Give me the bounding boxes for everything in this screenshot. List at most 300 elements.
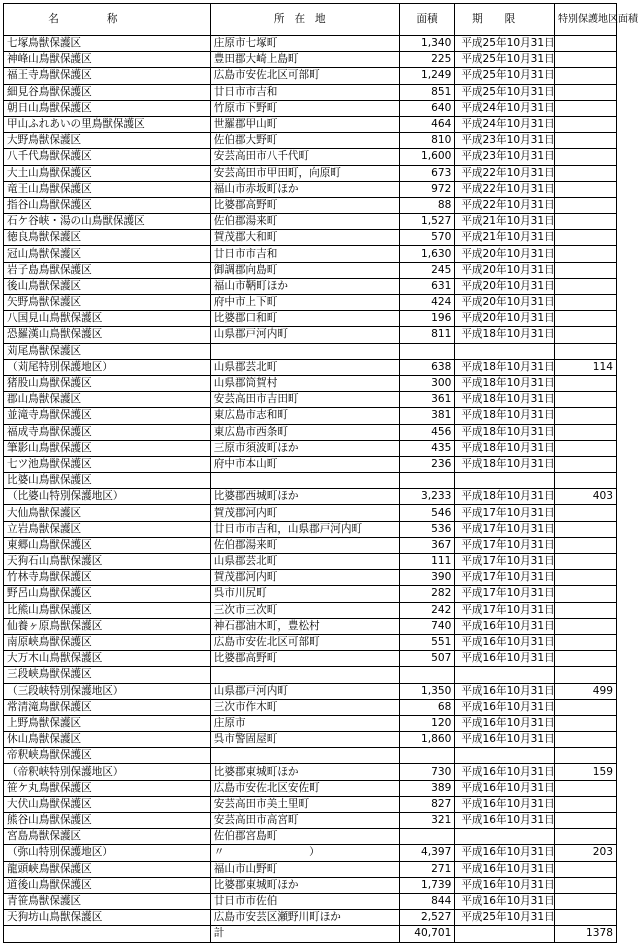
cell-location <box>210 667 399 683</box>
cell-area: 673 <box>399 165 455 181</box>
cell-term: 平成16年10月31日 <box>455 651 555 667</box>
cell-name: 後山鳥獣保護区 <box>4 278 211 294</box>
table-row <box>4 829 617 845</box>
cell-special-area <box>555 521 617 537</box>
cell-location: 山県郡戸河内町 <box>210 683 399 699</box>
cell-special-area <box>555 715 617 731</box>
cell-location: 庄原市七塚町 <box>210 36 399 52</box>
cell-special-area <box>555 537 617 553</box>
cell-name: 矢野鳥獣保護区 <box>4 295 211 311</box>
cell-term: 平成18年10月31日 <box>455 456 555 472</box>
cell-location: 広島市安佐北区安佐町 <box>210 780 399 796</box>
cell-term: 平成16年10月31日 <box>455 893 555 909</box>
cell-area <box>399 343 455 359</box>
cell-special-area <box>555 246 617 262</box>
cell-name: 徳良鳥獣保護区 <box>4 230 211 246</box>
cell-term: 平成18年10月31日 <box>455 375 555 391</box>
cell-location: 賀茂郡大和町 <box>210 230 399 246</box>
table-row <box>4 602 617 618</box>
cell-special-area <box>555 100 617 116</box>
cell-name: 竹林寺鳥獣保護区 <box>4 570 211 586</box>
table-row <box>4 197 617 213</box>
cell-location: 府中市本山町 <box>210 456 399 472</box>
cell-term <box>455 473 555 489</box>
cell-area: 3,233 <box>399 489 455 505</box>
cell-special-area: 114 <box>555 359 617 375</box>
cell-area: 1,249 <box>399 68 455 84</box>
header-row <box>4 4 617 36</box>
cell-name: 猪股山鳥獣保護区 <box>4 375 211 391</box>
total-label: 計 <box>210 926 399 942</box>
cell-name: 七塚鳥獣保護区 <box>4 36 211 52</box>
cell-special-area: 159 <box>555 764 617 780</box>
cell-location <box>210 748 399 764</box>
cell-location: 佐伯郡大野町 <box>210 133 399 149</box>
cell-special-area <box>555 52 617 68</box>
table-row <box>4 456 617 472</box>
cell-area: 282 <box>399 586 455 602</box>
wildlife-reserve-table <box>3 3 638 943</box>
cell-special-area <box>555 618 617 634</box>
cell-area: 740 <box>399 618 455 634</box>
cell-area: 381 <box>399 408 455 424</box>
cell-term: 平成16年10月31日 <box>455 813 555 829</box>
cell-location: 呉市川尻町 <box>210 586 399 602</box>
cell-area: 225 <box>399 52 455 68</box>
cell-name: 朝日山鳥獣保護区 <box>4 100 211 116</box>
cell-special-area <box>555 262 617 278</box>
cell-location: 広島市安佐北区可部町 <box>210 634 399 650</box>
cell-location: 東広島市西条町 <box>210 424 399 440</box>
cell-special-area <box>555 877 617 893</box>
table-row <box>4 715 617 731</box>
cell-term: 平成17年10月31日 <box>455 586 555 602</box>
cell-location: 安芸高田市甲田町，向原町 <box>210 165 399 181</box>
cell-location: 安芸高田市高宮町 <box>210 813 399 829</box>
cell-name: 東郷山鳥獣保護区 <box>4 537 211 553</box>
table-row <box>4 618 617 634</box>
table-row <box>4 36 617 52</box>
cell-area: 827 <box>399 796 455 812</box>
table-row <box>4 699 617 715</box>
cell-name: 苅尾鳥獣保護区 <box>4 343 211 359</box>
cell-special-area <box>555 554 617 570</box>
table-row <box>4 910 617 926</box>
table-row <box>4 764 617 780</box>
cell-location: 佐伯郡宮島町 <box>210 829 399 845</box>
header-name: 名称 <box>4 4 211 36</box>
cell-term: 平成16年10月31日 <box>455 861 555 877</box>
cell-special-area <box>555 473 617 489</box>
cell-term: 平成23年10月31日 <box>455 149 555 165</box>
cell-area: 631 <box>399 278 455 294</box>
cell-special-area <box>555 295 617 311</box>
cell-location: 佐伯郡湯来町 <box>210 537 399 553</box>
cell-name: 岩子島鳥獣保護区 <box>4 262 211 278</box>
table-row <box>4 877 617 893</box>
cell-term: 平成18年10月31日 <box>455 359 555 375</box>
header-location: 所在地 <box>210 4 399 36</box>
cell-name: 福成寺鳥獣保護区 <box>4 424 211 440</box>
total-special-area: 1378 <box>555 926 617 942</box>
cell-location: 山県郡芸北町 <box>210 359 399 375</box>
cell-term: 平成18年10月31日 <box>455 392 555 408</box>
cell-name: 常清滝鳥獣保護区 <box>4 699 211 715</box>
table-row <box>4 634 617 650</box>
cell-name: 竜王山鳥獣保護区 <box>4 181 211 197</box>
cell-name: 福王寺鳥獣保護区 <box>4 68 211 84</box>
cell-name: 指谷山鳥獣保護区 <box>4 197 211 213</box>
table-row <box>4 133 617 149</box>
table-row <box>4 246 617 262</box>
table-row <box>4 375 617 391</box>
cell-term: 平成16年10月31日 <box>455 764 555 780</box>
cell-term <box>455 343 555 359</box>
cell-special-area <box>555 165 617 181</box>
cell-name: 南原峡鳥獣保護区 <box>4 634 211 650</box>
table-row <box>4 408 617 424</box>
cell-area: 570 <box>399 230 455 246</box>
cell-special-area <box>555 116 617 132</box>
cell-area: 361 <box>399 392 455 408</box>
cell-area: 844 <box>399 893 455 909</box>
cell-location: 比婆郡口和町 <box>210 311 399 327</box>
cell-area: 640 <box>399 100 455 116</box>
cell-area <box>399 829 455 845</box>
cell-term: 平成16年10月31日 <box>455 618 555 634</box>
table-row <box>4 343 617 359</box>
cell-area: 811 <box>399 327 455 343</box>
cell-location: 広島市安芸区瀬野川町ほか <box>210 910 399 926</box>
cell-name: 龍頭峡鳥獣保護区 <box>4 861 211 877</box>
cell-special-area <box>555 586 617 602</box>
cell-special-area <box>555 375 617 391</box>
cell-special-area <box>555 36 617 52</box>
cell-area: 1,860 <box>399 732 455 748</box>
table-row <box>4 861 617 877</box>
cell-special-area <box>555 181 617 197</box>
cell-location: 安芸高田市吉田町 <box>210 392 399 408</box>
cell-name: 天狗石山鳥獣保護区 <box>4 554 211 570</box>
cell-location: 賀茂郡河内町 <box>210 570 399 586</box>
cell-name: 並滝寺鳥獣保護区 <box>4 408 211 424</box>
total-row <box>4 926 617 942</box>
cell-area: 88 <box>399 197 455 213</box>
cell-location: 世羅郡甲山町 <box>210 116 399 132</box>
table-row <box>4 84 617 100</box>
cell-location: 三原市須波町ほか <box>210 440 399 456</box>
cell-special-area <box>555 408 617 424</box>
cell-area: 1,630 <box>399 246 455 262</box>
cell-area: 1,600 <box>399 149 455 165</box>
cell-special-area <box>555 780 617 796</box>
cell-location: 比婆郡東城町ほか <box>210 877 399 893</box>
cell-name: 休山鳥獣保護区 <box>4 732 211 748</box>
cell-special-area: 403 <box>555 489 617 505</box>
cell-special-area <box>555 197 617 213</box>
cell-area: 851 <box>399 84 455 100</box>
cell-location: 東広島市志和町 <box>210 408 399 424</box>
cell-term: 平成25年10月31日 <box>455 910 555 926</box>
cell-term: 平成23年10月31日 <box>455 133 555 149</box>
cell-special-area: 203 <box>555 845 617 861</box>
cell-special-area <box>555 893 617 909</box>
cell-name: 上野鳥獣保護区 <box>4 715 211 731</box>
cell-area: 638 <box>399 359 455 375</box>
cell-name: 野呂山鳥獣保護区 <box>4 586 211 602</box>
cell-location: 山県郡芸北町 <box>210 554 399 570</box>
cell-area: 321 <box>399 813 455 829</box>
cell-name: 道後山鳥獣保護区 <box>4 877 211 893</box>
cell-area: 435 <box>399 440 455 456</box>
cell-name: （弥山特別保護地区） <box>4 845 211 861</box>
cell-name: （三段峡特別保護地区） <box>4 683 211 699</box>
table-row <box>4 570 617 586</box>
cell-name: 熊谷山鳥獣保護区 <box>4 813 211 829</box>
cell-area: 389 <box>399 780 455 796</box>
table-row <box>4 230 617 246</box>
cell-location: 神石郡油木町，豊松村 <box>210 618 399 634</box>
cell-area: 551 <box>399 634 455 650</box>
cell-special-area <box>555 813 617 829</box>
cell-special-area <box>555 214 617 230</box>
cell-term: 平成16年10月31日 <box>455 634 555 650</box>
cell-name: 八国見山鳥獣保護区 <box>4 311 211 327</box>
cell-area: 1,527 <box>399 214 455 230</box>
cell-term: 平成20年10月31日 <box>455 278 555 294</box>
cell-special-area <box>555 424 617 440</box>
table-row <box>4 586 617 602</box>
cell-special-area: 499 <box>555 683 617 699</box>
table-row <box>4 505 617 521</box>
cell-name: 大万木山鳥獣保護区 <box>4 651 211 667</box>
table-row <box>4 845 617 861</box>
header-term: 期限 <box>455 4 555 36</box>
cell-location: 御調郡向島町 <box>210 262 399 278</box>
table-row <box>4 667 617 683</box>
table-row <box>4 295 617 311</box>
cell-term: 平成20年10月31日 <box>455 295 555 311</box>
cell-location: 庄原市 <box>210 715 399 731</box>
cell-name: （比婆山特別保護地区） <box>4 489 211 505</box>
table-row <box>4 440 617 456</box>
cell-area <box>399 667 455 683</box>
cell-area: 972 <box>399 181 455 197</box>
cell-special-area <box>555 861 617 877</box>
cell-name: 八千代鳥獣保護区 <box>4 149 211 165</box>
table-row <box>4 214 617 230</box>
table-row <box>4 327 617 343</box>
table-row <box>4 893 617 909</box>
cell-term: 平成21年10月31日 <box>455 214 555 230</box>
cell-location: 府中市上下町 <box>210 295 399 311</box>
cell-special-area <box>555 796 617 812</box>
table-row <box>4 473 617 489</box>
cell-term: 平成17年10月31日 <box>455 602 555 618</box>
cell-special-area <box>555 392 617 408</box>
cell-area: 1,350 <box>399 683 455 699</box>
cell-term <box>455 829 555 845</box>
cell-location: 廿日市市吉和，山県郡戸河内町 <box>210 521 399 537</box>
cell-term: 平成17年10月31日 <box>455 570 555 586</box>
cell-term: 平成25年10月31日 <box>455 36 555 52</box>
cell-location: 山県郡筒賀村 <box>210 375 399 391</box>
cell-name: 大土山鳥獣保護区 <box>4 165 211 181</box>
table-row <box>4 100 617 116</box>
cell-name: 筆影山鳥獣保護区 <box>4 440 211 456</box>
cell-term: 平成24年10月31日 <box>455 116 555 132</box>
cell-area: 120 <box>399 715 455 731</box>
cell-name: 大野鳥獣保護区 <box>4 133 211 149</box>
cell-area: 271 <box>399 861 455 877</box>
cell-location: 福山市赤坂町ほか <box>210 181 399 197</box>
cell-name: 比婆山鳥獣保護区 <box>4 473 211 489</box>
cell-term: 平成17年10月31日 <box>455 554 555 570</box>
cell-special-area <box>555 602 617 618</box>
total-empty-cell <box>4 926 211 942</box>
cell-term: 平成18年10月31日 <box>455 408 555 424</box>
cell-term: 平成16年10月31日 <box>455 715 555 731</box>
cell-location: 比婆郡高野町 <box>210 651 399 667</box>
cell-term <box>455 667 555 683</box>
cell-term: 平成20年10月31日 <box>455 311 555 327</box>
cell-location: 比婆郡西城町ほか <box>210 489 399 505</box>
cell-area: 1,739 <box>399 877 455 893</box>
table-row <box>4 165 617 181</box>
cell-special-area <box>555 440 617 456</box>
total-term-empty <box>455 926 555 942</box>
cell-term: 平成21年10月31日 <box>455 230 555 246</box>
cell-name: 七ツ池鳥獣保護区 <box>4 456 211 472</box>
cell-term: 平成25年10月31日 <box>455 52 555 68</box>
table-row <box>4 278 617 294</box>
cell-location: 佐伯郡湯来町 <box>210 214 399 230</box>
cell-area: 4,397 <box>399 845 455 861</box>
table-row <box>4 489 617 505</box>
cell-name: （苅尾特別保護地区） <box>4 359 211 375</box>
cell-name: （帝釈峡特別保護地区） <box>4 764 211 780</box>
cell-term <box>455 748 555 764</box>
cell-term: 平成16年10月31日 <box>455 796 555 812</box>
cell-area: 367 <box>399 537 455 553</box>
table-row <box>4 359 617 375</box>
cell-name: 三段峡鳥獣保護区 <box>4 667 211 683</box>
cell-term: 平成18年10月31日 <box>455 489 555 505</box>
cell-term: 平成17年10月31日 <box>455 537 555 553</box>
cell-name: 宮島鳥獣保護区 <box>4 829 211 845</box>
total-area: 40,701 <box>399 926 455 942</box>
cell-area: 1,340 <box>399 36 455 52</box>
cell-location: 比婆郡東城町ほか <box>210 764 399 780</box>
cell-location: 廿日市市吉和 <box>210 84 399 100</box>
table-row <box>4 732 617 748</box>
cell-special-area <box>555 748 617 764</box>
cell-name: 石ケ谷峡・湯の山鳥獣保護区 <box>4 214 211 230</box>
table-row <box>4 748 617 764</box>
cell-special-area <box>555 327 617 343</box>
cell-area: 464 <box>399 116 455 132</box>
cell-name: 甲山ふれあいの里鳥獣保護区 <box>4 116 211 132</box>
cell-term: 平成16年10月31日 <box>455 780 555 796</box>
cell-term: 平成16年10月31日 <box>455 732 555 748</box>
cell-name: 恐羅漢山鳥獣保護区 <box>4 327 211 343</box>
cell-area: 456 <box>399 424 455 440</box>
cell-term: 平成22年10月31日 <box>455 181 555 197</box>
reserve-table-container <box>3 3 638 943</box>
cell-special-area <box>555 505 617 521</box>
table-row <box>4 521 617 537</box>
table-row <box>4 149 617 165</box>
table-row <box>4 554 617 570</box>
cell-special-area <box>555 68 617 84</box>
cell-term: 平成20年10月31日 <box>455 246 555 262</box>
cell-location: 比婆郡高野町 <box>210 197 399 213</box>
table-row <box>4 311 617 327</box>
cell-area: 68 <box>399 699 455 715</box>
cell-area: 730 <box>399 764 455 780</box>
cell-term: 平成17年10月31日 <box>455 505 555 521</box>
cell-name: 大伏山鳥獣保護区 <box>4 796 211 812</box>
cell-term: 平成16年10月31日 <box>455 683 555 699</box>
table-row <box>4 181 617 197</box>
cell-term: 平成16年10月31日 <box>455 699 555 715</box>
cell-term: 平成17年10月31日 <box>455 521 555 537</box>
cell-area <box>399 473 455 489</box>
cell-special-area <box>555 84 617 100</box>
cell-name: 天狗坊山鳥獣保護区 <box>4 910 211 926</box>
cell-special-area <box>555 278 617 294</box>
cell-special-area <box>555 149 617 165</box>
cell-term: 平成18年10月31日 <box>455 440 555 456</box>
cell-location: 賀茂郡河内町 <box>210 505 399 521</box>
cell-special-area <box>555 634 617 650</box>
table-row <box>4 392 617 408</box>
cell-location: 廿日市市佐伯 <box>210 893 399 909</box>
cell-area: 390 <box>399 570 455 586</box>
cell-term: 平成24年10月31日 <box>455 100 555 116</box>
header-special-area: 特別保護地区面積 <box>555 4 617 36</box>
cell-area: 424 <box>399 295 455 311</box>
table-row <box>4 683 617 699</box>
cell-name: 仙養ヶ原鳥獣保護区 <box>4 618 211 634</box>
cell-location: 呉市警固屋町 <box>210 732 399 748</box>
cell-location: 福山市鞆町ほか <box>210 278 399 294</box>
cell-area: 810 <box>399 133 455 149</box>
cell-special-area <box>555 570 617 586</box>
table-row <box>4 537 617 553</box>
cell-term: 平成16年10月31日 <box>455 845 555 861</box>
cell-location: 福山市山野町 <box>210 861 399 877</box>
cell-special-area <box>555 456 617 472</box>
cell-name: 大仙鳥獣保護区 <box>4 505 211 521</box>
cell-area: 507 <box>399 651 455 667</box>
cell-special-area <box>555 311 617 327</box>
cell-term: 平成16年10月31日 <box>455 877 555 893</box>
cell-special-area <box>555 910 617 926</box>
cell-location: 安芸高田市八千代町 <box>210 149 399 165</box>
table-row <box>4 68 617 84</box>
cell-special-area <box>555 667 617 683</box>
cell-area: 236 <box>399 456 455 472</box>
cell-location: 広島市安佐北区可部町 <box>210 68 399 84</box>
cell-area <box>399 748 455 764</box>
cell-location: 豊田郡大崎上島町 <box>210 52 399 68</box>
cell-location: 竹原市下野町 <box>210 100 399 116</box>
cell-term: 平成18年10月31日 <box>455 424 555 440</box>
cell-area: 300 <box>399 375 455 391</box>
cell-area: 196 <box>399 311 455 327</box>
cell-location: 山県郡戸河内町 <box>210 327 399 343</box>
